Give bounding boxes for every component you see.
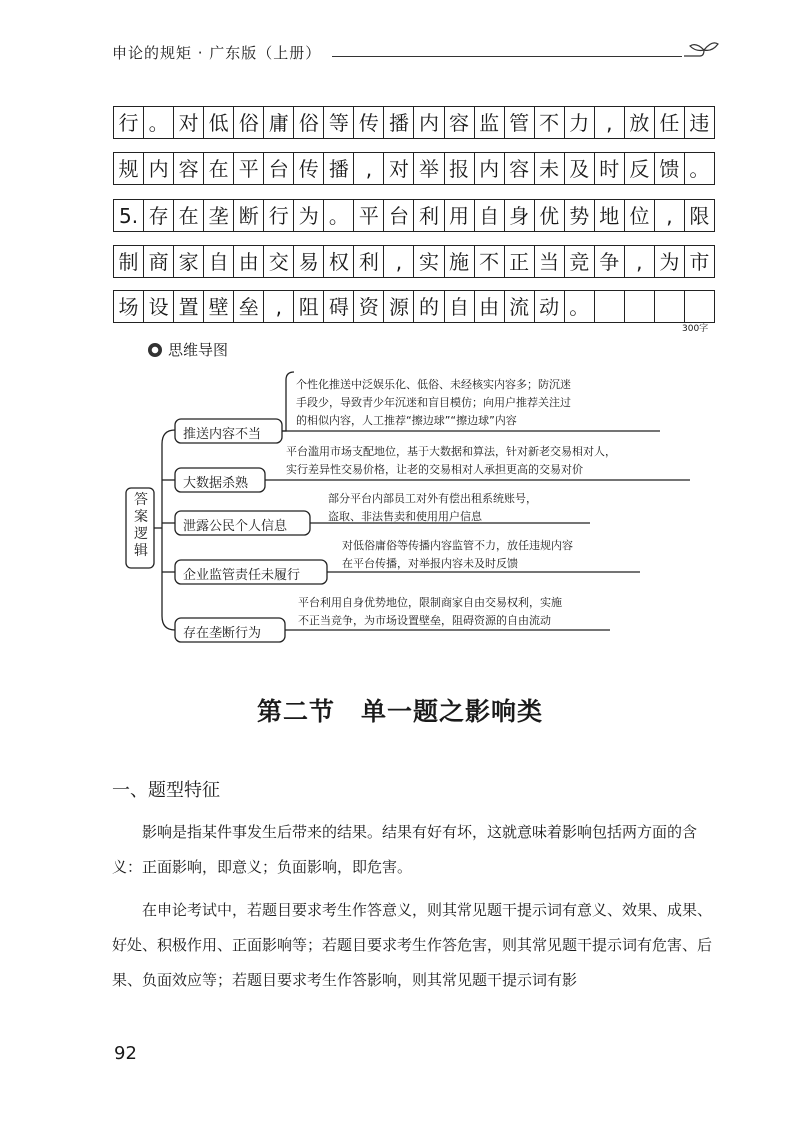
grid-cell: 利	[354, 246, 384, 277]
grid-cell: 管	[505, 107, 535, 138]
grid-cell: 庸	[264, 107, 294, 138]
paragraph: 影响是指某件事发生后带来的结果。结果有好有坏，这就意味着影响包括两方面的含义：正面影响，即意义；负面影响，即危害。	[112, 823, 698, 876]
mindmap-branch-5: 存在垄断行为	[183, 626, 262, 641]
grid-cell: 动	[535, 291, 565, 322]
grid-cell: 举	[414, 153, 444, 184]
mindmap-desc-3	[328, 490, 537, 526]
grid-cell: ,	[264, 291, 294, 322]
grid-cell: 易	[294, 246, 324, 277]
grid-cell: 为	[655, 246, 685, 277]
grid-cell: 不	[535, 107, 565, 138]
grid-cell: 5.	[114, 200, 144, 231]
grid-cell: 内	[414, 107, 444, 138]
grid-row	[113, 152, 715, 185]
grid-cell: ,	[354, 153, 384, 184]
mindmap-desc-2	[286, 443, 616, 479]
grid-cell: 家	[174, 246, 204, 277]
desc-line: 手段少，导致青少年沉迷和盲目模仿；向用户推荐关注过	[296, 396, 571, 409]
grid-cell: 等	[324, 107, 354, 138]
grid-cell: 。	[689, 156, 710, 181]
desc-line: 实行差异性交易价格，让老的交易相对人承担更高的交易对价	[286, 463, 583, 476]
grid-cell: 商	[144, 246, 174, 277]
section-heading: 第二节 单一题之影响类	[256, 697, 543, 726]
grid-cell: 容	[445, 107, 475, 138]
grid-row	[113, 199, 715, 232]
grid-cell: 地	[595, 200, 625, 231]
grid-cell	[625, 291, 655, 322]
mindmap-root: 答案逻辑	[134, 492, 148, 559]
mindmap-desc-1	[296, 376, 571, 430]
grid-cell: 垄	[204, 200, 234, 231]
grid-cell: 资	[354, 291, 384, 322]
grid-cell: 未	[535, 153, 565, 184]
desc-line: 个性化推送中泛娱乐化、低俗、未经核实内容多；防沉迷	[296, 378, 571, 391]
grid-cell: 势	[565, 200, 595, 231]
mindmap-heading	[148, 339, 228, 360]
desc-line: 平台利用自身优势地位，限制商家自由交易权利，实施	[298, 596, 562, 609]
grid-cell: 规	[114, 153, 144, 184]
desc-line: 部分平台内部员工对外有偿出租系统账号，	[328, 492, 537, 505]
grid-cell: 放	[625, 107, 655, 138]
grid-cell: 反	[625, 153, 655, 184]
grid-cell: 容	[174, 153, 204, 184]
grid-cell: 制	[114, 246, 144, 277]
grid-cell: 为	[294, 200, 324, 231]
subheading: 一、题型特征	[112, 780, 220, 801]
grid-cell: 由	[475, 291, 505, 322]
grid-cell: 行	[114, 107, 144, 138]
grid-cell: 竞	[565, 246, 595, 277]
mindmap-branch-1: 推送内容不当	[183, 427, 262, 442]
grid-cell: 当	[535, 246, 565, 277]
sprout-icon	[682, 40, 722, 70]
grid-cell: 断	[234, 200, 264, 231]
grid-cell: 用	[445, 200, 475, 231]
grid-cell: 传	[294, 153, 324, 184]
mindmap-branch-3: 泄露公民个人信息	[183, 519, 288, 534]
grid-cell: 播	[324, 153, 354, 184]
grid-cell: 。	[324, 200, 354, 231]
grid-cell: 台	[264, 153, 294, 184]
grid-cell: 壁	[204, 291, 234, 322]
grid-cell: 交	[264, 246, 294, 277]
grid-cell: 垒	[234, 291, 264, 322]
running-header	[112, 40, 722, 70]
body-text	[112, 815, 724, 998]
grid-cell: 位	[625, 200, 655, 231]
grid-cell: 优	[535, 200, 565, 231]
grid-cell: 争	[595, 246, 625, 277]
grid-cell: 俗	[234, 107, 264, 138]
mindmap-branch-4: 企业监管责任未履行	[183, 568, 301, 583]
mindmap-desc-5	[298, 594, 562, 630]
grid-cell: 力	[565, 107, 595, 138]
gear-icon	[148, 343, 162, 357]
grid-cell: 行	[264, 200, 294, 231]
grid-cell: 自	[475, 200, 505, 231]
grid-cell: 在	[174, 200, 204, 231]
grid-cell: 权	[324, 246, 354, 277]
mindmap-desc-4	[342, 537, 573, 573]
grid-cell: 自	[204, 246, 234, 277]
grid-cell: ,	[595, 107, 625, 138]
header-rule	[332, 56, 682, 57]
grid-cell: 置	[174, 291, 204, 322]
grid-cell: ,	[625, 246, 655, 277]
grid-cell: 源	[384, 291, 414, 322]
grid-cell: 。	[565, 291, 595, 322]
grid-cell: 违	[689, 110, 710, 135]
grid-cell: 限	[689, 203, 710, 228]
grid-cell: 传	[354, 107, 384, 138]
grid-row	[113, 245, 715, 278]
grid-cell	[655, 291, 685, 322]
grid-cell: 自	[445, 291, 475, 322]
grid-cell: 内	[475, 153, 505, 184]
grid-cell: 在	[204, 153, 234, 184]
grid-cell: 市	[689, 249, 710, 274]
grid-cell: 平	[234, 153, 264, 184]
mindmap-title: 思维导图	[168, 341, 229, 359]
mindmap-branch-2: 大数据杀熟	[183, 476, 249, 491]
grid-cell: 时	[595, 153, 625, 184]
grid-cell: 俗	[294, 107, 324, 138]
page-number: 92	[114, 1043, 137, 1064]
grid-cell: 身	[505, 200, 535, 231]
header-title: 申论的规矩 · 广东版（上册）	[112, 44, 322, 62]
desc-line: 平台滥用市场支配地位，基于大数据和算法，针对新老交易相对人，	[286, 445, 616, 458]
grid-cell: ,	[655, 200, 685, 231]
desc-line: 的相似内容，人工推荐“擦边球”“擦边球”内容	[296, 414, 517, 427]
grid-cell: 内	[144, 153, 174, 184]
grid-cell: 碍	[324, 291, 354, 322]
paragraph: 在申论考试中，若题目要求考生作答意义，则其常见题干提示词有意义、效果、成果、好处、积极作用、正面影响等；若题目要求考生作答危害，则其常见题干提示词有危害、后果、负面效应等；若题目要求考生作答影响，则其常见题干提示词有影	[112, 901, 713, 989]
grid-cell: 低	[204, 107, 234, 138]
grid-cell: 容	[505, 153, 535, 184]
grid-row	[113, 106, 715, 139]
grid-cell: 对	[384, 153, 414, 184]
grid-cell: 对	[174, 107, 204, 138]
grid-cell	[685, 291, 714, 322]
grid-cell: 由	[234, 246, 264, 277]
grid-cell: 正	[505, 246, 535, 277]
grid-cell: 报	[445, 153, 475, 184]
grid-cell: 及	[565, 153, 595, 184]
grid-cell: ,	[384, 246, 414, 277]
desc-line: 盗取、非法售卖和使用用户信息	[328, 510, 482, 523]
grid-cell: 设	[144, 291, 174, 322]
desc-line: 不正当竞争，为市场设置壁垒，阻碍资源的自由流动	[298, 614, 551, 627]
grid-cell: 存	[144, 200, 174, 231]
grid-cell: 利	[414, 200, 444, 231]
grid-cell: 监	[475, 107, 505, 138]
grid-cell: 台	[384, 200, 414, 231]
word-count: 300字	[682, 324, 709, 334]
grid-cell: 的	[414, 291, 444, 322]
desc-line: 对低俗庸俗等传播内容监管不力，放任违规内容	[342, 539, 573, 552]
desc-line: 在平台传播，对举报内容未及时反馈	[342, 557, 518, 570]
grid-row	[113, 290, 715, 323]
grid-cell: 不	[475, 246, 505, 277]
grid-cell: 施	[445, 246, 475, 277]
grid-cell	[595, 291, 625, 322]
grid-cell: 流	[505, 291, 535, 322]
grid-cell: 平	[354, 200, 384, 231]
grid-cell: 阻	[294, 291, 324, 322]
grid-cell: 馈	[655, 153, 685, 184]
grid-cell: 任	[655, 107, 685, 138]
grid-cell: 实	[414, 246, 444, 277]
grid-cell: 场	[114, 291, 144, 322]
grid-cell: 播	[384, 107, 414, 138]
grid-cell: 。	[144, 107, 174, 138]
